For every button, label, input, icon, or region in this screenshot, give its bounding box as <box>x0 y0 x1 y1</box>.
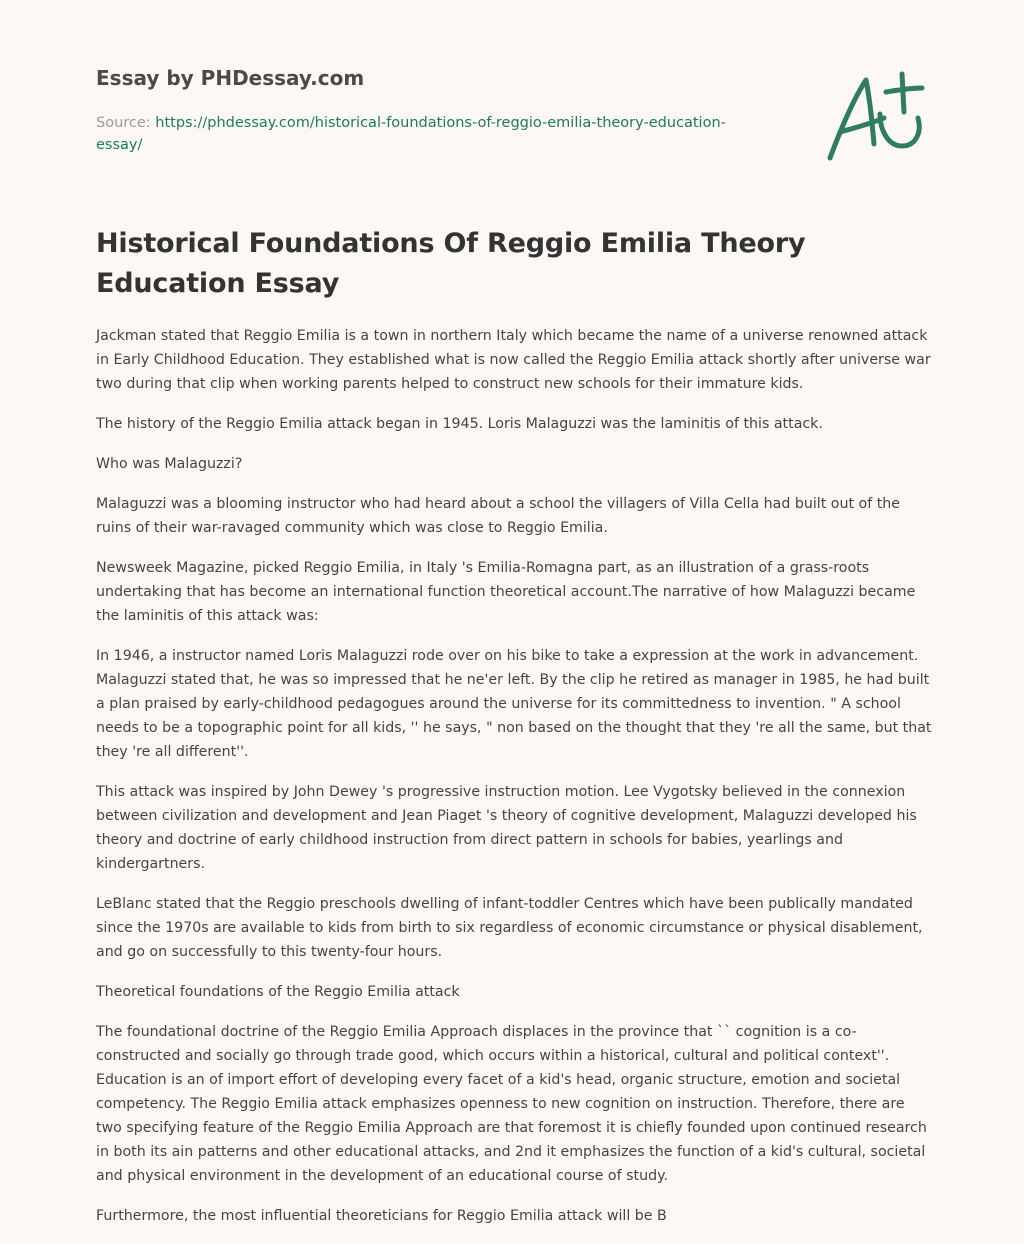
essay-paragraph: The history of the Reggio Emilia attack began in 1945. Loris Malaguzzi was the laminitis of this attack. <box>96 416 823 432</box>
essay-paragraph: Who was Malaguzzi? <box>96 456 243 472</box>
essay-body <box>96 324 932 1244</box>
essay-title: Historical Foundations Of Reggio Emilia Theory Education Essay <box>96 228 806 299</box>
site-brand: Essay by PHDessay.com <box>96 66 365 90</box>
source-label: Source: <box>96 115 156 131</box>
essay-paragraph: Newsweek Magazine, picked Reggio Emilia, in Italy 's Emilia-Romagna part, as an illustration of a grass-roots undertaking that has become an international function theoretical account.The narrative of how Malaguzzi became the laminitis of this attack was: <box>96 560 916 624</box>
essay-paragraph: Theoretical foundations of the Reggio Emilia attack <box>96 984 460 1000</box>
a-plus-logo-icon <box>822 66 932 166</box>
source-line <box>96 112 756 156</box>
essay-paragraph: This attack was inspired by John Dewey 's progressive instruction motion. Lee Vygotsky believed in the connexion between civilization and development and Jean Piaget 's theory of cognitive development, Malaguzzi developed his theory and doctrine of early childhood instruction from direct pattern in schools for babies, yearlings and kindergartners. <box>96 784 917 872</box>
source-link[interactable]: https://phdessay.com/historical-foundations-of-reggio-emilia-theory-education-essay/ <box>96 115 726 153</box>
essay-paragraph: LeBlanc stated that the Reggio preschools dwelling of infant-toddler Centres which have been publically mandated since the 1970s are available to kids from birth to six regardless of economic circumstance or physical disablement, and go on successfully to this twenty-four hours. <box>96 896 923 960</box>
essay-paragraph: In 1946, a instructor named Loris Malaguzzi rode over on his bike to take a expression at the work in advancement. Malaguzzi stated that, he was so impressed that he ne'er left. By the clip he retired as manager in 1985, he had built a plan praised by early-childhood pedagogues around the universe for its committedness to invention. " A school needs to be a topographic point for all kids, '' he says, " non based on the thought that they 're all the same, but that they 're all different''. <box>96 648 932 760</box>
essay-paragraph: Malaguzzi was a blooming instructor who had heard about a school the villagers of Villa Cella had built out of the ruins of their war-ravaged community which was close to Reggio Emilia. <box>96 496 901 536</box>
essay-paragraph: Furthermore, the most influential theoreticians for Reggio Emilia attack will be B <box>96 1208 667 1224</box>
essay-paragraph: Jackman stated that Reggio Emilia is a town in northern Italy which became the name of a universe renowned attack in Early Childhood Education. They established what is now called the Reggio Emilia attack shortly after universe war two during that clip when working parents helped to construct new schools for their immature kids. <box>96 328 931 392</box>
essay-paragraph: The foundational doctrine of the Reggio Emilia Approach displaces in the province that `` cognition is a co-constructed and socially go through trade good, which occurs within a historical, cultural and political context''. Education is an of import effort of developing every facet of a kid's head, organic structure, emotion and societal competency. The Reggio Emilia attack emphasizes openness to new cognition on instruction. Therefore, there are two specifying feature of the Reggio Emilia Approach are that foremost it is chiefly founded upon continued research in both its ain patterns and other educational attacks, and 2nd it emphasizes the function of a kid's cultural, societal and physical environment in the development of an educational course of study. <box>96 1024 927 1184</box>
